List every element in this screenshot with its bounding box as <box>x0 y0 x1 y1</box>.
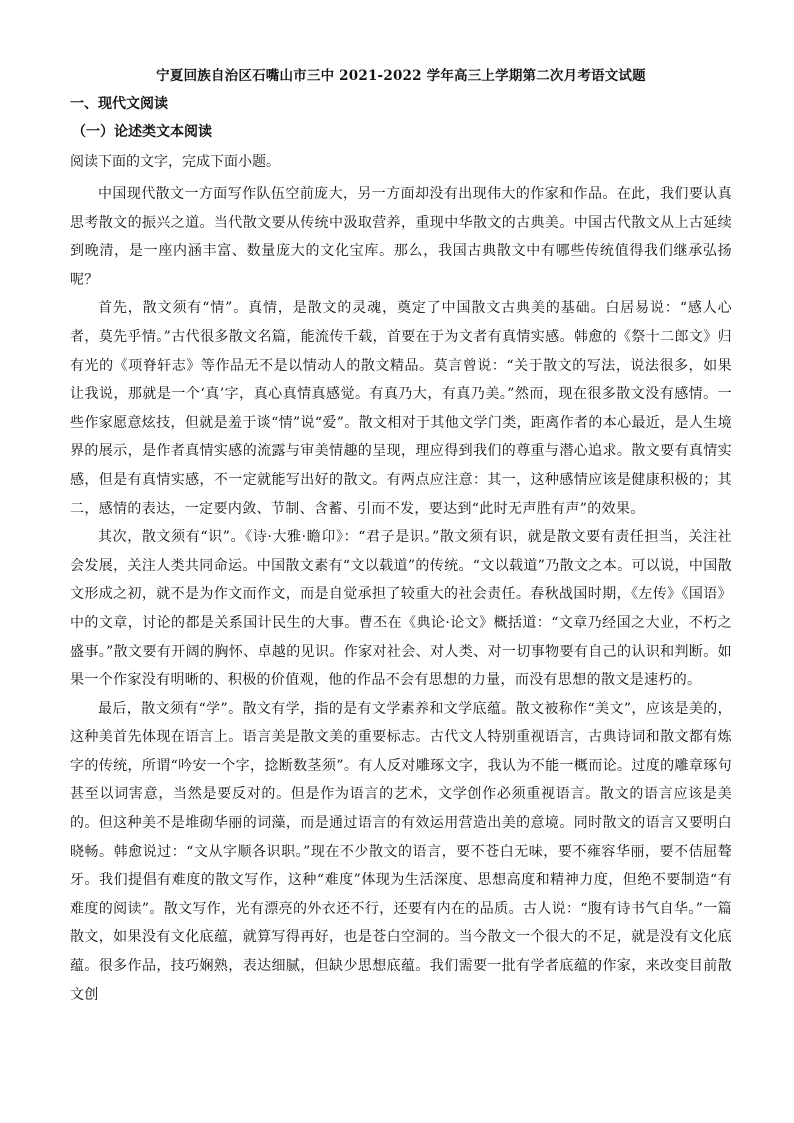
paragraph-insight: 其次，散文须有“识”。《诗·大雅·瞻卬》：“君子是识。”散文须有识，就是散文要有责任担当，关注社会发展，关注人类共同命运。中国散文素有“文以载道”的传统。“文以载道”乃散文之本。可以说，中国散文形成之初，就不是为作文而作文，而是自觉承担了较重大的社会责任。春秋战国时期，《左传》《国语》中的文章，讨论的都是关系国计民生的大事。曹丕在《典论·论文》概括道：“文章乃经国之大业，不朽之盛事。”散文要有开阔的胸怀、卓越的见识。作家对社会、对人类、对一切事物要有自己的认识和判断。如果一个作家没有明晰的、积极的价值观，他的作品不会有思想的力量，而没有思想的散文是速朽的。 <box>70 529 732 689</box>
reading-instruction: 阅读下面的文字，完成下面小题。 <box>70 154 280 170</box>
paragraph-emotion: 首先，散文须有“情”。真情，是散文的灵魂，奠定了中国散文古典美的基础。白居易说：“感人心者，莫先乎情。”古代很多散文名篇，能流传千载，首要在于为文者有真情实感。韩愈的《祭十二郎文》归有光的《项脊轩志》等作品无不是以情动人的散文精品。莫言曾说：“关于散文的写法，说法很多，如果让我说，那就是一个‘真’字，真心真情真感觉。有真乃大，有真乃美。”然而，现在很多散文没有感情。一些作家愿意炫技，但就是羞于谈“情”说“爱”。散文相对于其他文学门类，距离作者的本心最近，是人生境界的展示，是作者真情实感的流露与审美情趣的呈现，理应得到我们的尊重与潜心追求。散文要有真情实感，但是有真情实感，不一定就能写出好的散文。有两点应注意：其一，这种感情应该是健康积极的；其二，感情的表达，一定要内敛、节制、含蓄、引而不发，要达到“此时无声胜有声”的效果。 <box>70 300 732 517</box>
paragraph-intro: 中国现代散文一方面写作队伍空前庞大，另一方面却没有出现伟大的作家和作品。在此，我们要认真思考散文的振兴之道。当代散文要从传统中汲取营养，重现中华散文的古典美。中国古代散文从上古延续到晚清，是一座内涵丰富、数量庞大的文化宝库。那么，我国古典散文中有哪些传统值得我们继承弘扬呢？ <box>70 186 732 288</box>
section-heading: 一、现代文阅读 <box>70 96 168 112</box>
exam-title: 宁夏回族自治区石嘴山市三中 2021-2022 学年高三上学期第二次月考语文试题 <box>156 68 646 84</box>
paragraph-learning: 最后，散文须有“学”。散文有学，指的是有文学素养和文学底蕴。散文被称作“美文”，应该是美的，这种美首先体现在语言上。语言美是散文美的重要标志。古代文人特别重视语言，古典诗词和散文都有炼字的传统，所谓“吟安一个字，捻断数茎须”。有人反对雕琢文字，我认为不能一概而论。过度的雕章琢句甚至以词害意，当然是要反对的。但是作为语言的艺术，文学创作必须重视语言。散文的语言应该是美的。但这种美不是堆砌华丽的词藻，而是通过语言的有效运用营造出美的意境。同时散文的语言又要明白晓畅。韩愈说过：“文从字顺各识职。”现在不少散文的语言，要不苍白无味，要不雍容华丽，要不佶屈聱牙。我们提倡有难度的散文写作，这种“难度”体现为生活深度、思想高度和精神力度，但绝不要制造“有难度的阅读”。散文写作，光有漂亮的外衣还不行，还要有内在的品质。古人说：“腹有诗书气自华。”一篇散文，如果没有文化底蕴，就算写得再好，也是苍白空洞的。当今散文一个很大的不足，就是没有文化底蕴。很多作品，技巧娴熟，表达细腻，但缺少思想底蕴。我们需要一批有学者底蕴的作家，来改变目前散文创 <box>70 700 732 1003</box>
subsection-heading: （一）论述类文本阅读 <box>72 124 212 140</box>
